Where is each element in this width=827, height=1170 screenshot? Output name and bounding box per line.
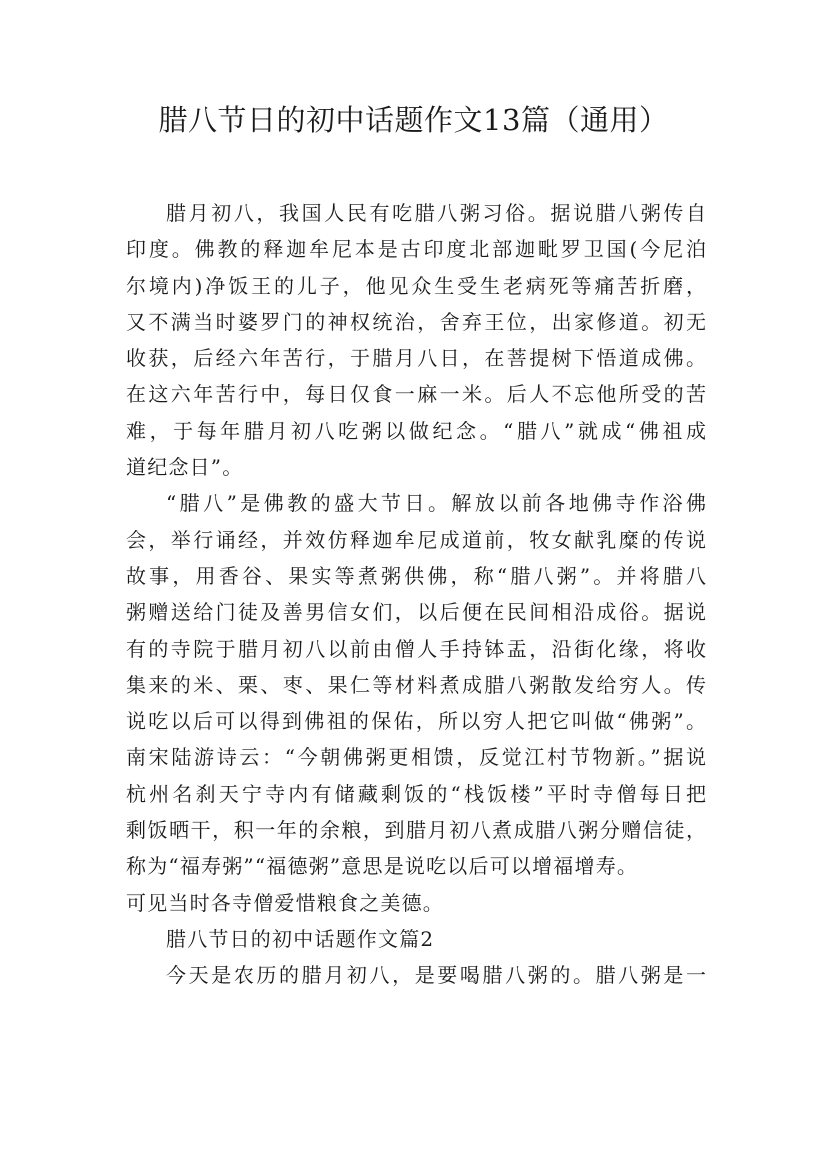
text-line: 有的寺院于腊月初八以前由僧人手持钵盂，沿街化缘，将收 [126,636,706,661]
paragraph-1 [126,195,706,485]
text-line: 尔境内)净饭王的儿子，他见众生受生老病死等痛苦折磨， [126,273,706,298]
section-heading [126,921,706,957]
text-line: 剩饭晒干，积一年的余粮，到腊月初八煮成腊八粥分赠信徒， [126,818,706,843]
text-line: 难，于每年腊月初八吃粥以做纪念。“腊八”就成“佛祖成 [126,418,706,443]
paragraph-3 [126,957,706,993]
document-body [126,195,706,994]
document-title: 腊八节日的初中话题作文13篇（通用） [158,103,669,137]
section-heading-text: 腊八节日的初中话题作文篇2 [166,926,435,951]
text-line: 称为“福寿粥”“福德粥”意思是说吃以后可以增福增寿。 [126,854,639,879]
text-line: 收获，后经六年苦行，于腊月八日，在菩提树下悟道成佛。 [126,346,706,371]
text-line: 故事，用香谷、果实等煮粥供佛，称“腊八粥”。并将腊八 [126,563,706,588]
text-line: 在这六年苦行中，每日仅食一麻一米。后人不忘他所受的苦 [126,382,706,407]
text-line: 道纪念日”。 [126,455,244,480]
text-line: 说吃以后可以得到佛祖的保佑，所以穷人把它叫做“佛粥”。 [126,709,706,734]
text-line: 杭州名刹天宁寺内有储藏剩饭的“栈饭楼”平时寺僧每日把 [126,781,706,806]
text-line: 腊月初八，我国人民有吃腊八粥习俗。据说腊八粥传自 [166,201,706,225]
paragraph-2 [126,485,706,921]
text-line: 印度。佛教的释迦牟尼本是古印度北部迦毗罗卫国(今尼泊 [126,237,706,262]
text-line: 南宋陆游诗云：“今朝佛粥更相馈，反觉江村节物新。”据说 [126,745,706,770]
text-line: 粥赠送给门徒及善男信女们，以后便在民间相沿成俗。据说 [126,600,706,625]
text-line: 又不满当时婆罗门的神权统治，舍弃王位，出家修道。初无 [126,309,706,334]
text-line: 可见当时各寺僧爱惜粮食之美德。 [126,890,444,915]
text-line: “腊八”是佛教的盛大节日。解放以前各地佛寺作浴佛 [166,491,706,516]
text-line: 会，举行诵经，并效仿释迦牟尼成道前，牧女献乳糜的传说 [126,527,706,552]
text-line: 今天是农历的腊月初八，是要喝腊八粥的。腊八粥是一 [166,963,706,988]
text-line: 集来的米、栗、枣、果仁等材料煮成腊八粥散发给穷人。传 [126,672,706,697]
